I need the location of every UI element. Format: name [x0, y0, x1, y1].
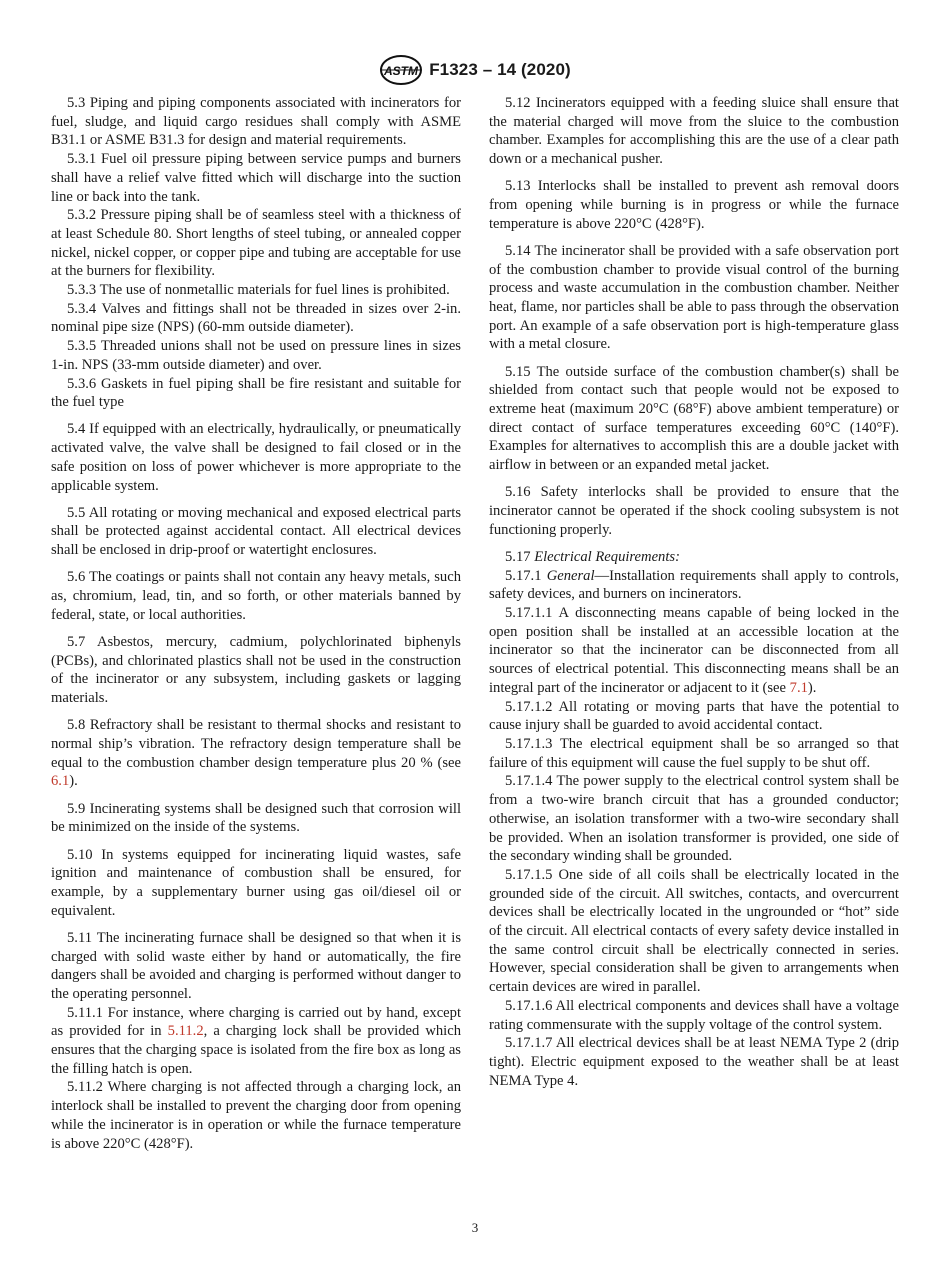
- section-5-17-1-1: [489, 604, 899, 698]
- section-5-17-1-number: 5.17.1: [505, 567, 547, 584]
- section-5-17-1-1-end: ).: [807, 679, 817, 696]
- section-5-5: 5.5 All rotating or moving mechanical and exposed electrical parts shall be protected against accidental contact. All electrical devices shall be enclosed in drip-proof or watertight enclosures.: [51, 504, 461, 559]
- section-5-17-1-2: 5.17.1.2 All rotating or moving parts that have the potential to cause injury shall be guarded to avoid accidental contact.: [489, 698, 899, 734]
- section-5-9: 5.9 Incinerating systems shall be designed such that corrosion will be minimized on the inside of the systems.: [51, 800, 461, 836]
- section-5-11-2: 5.11.2 Where charging is not affected through a charging lock, an interlock shall be installed to prevent the charging door from opening while the incinerator is in operation or while the furnace temperature is above 220°C (428°F).: [51, 1079, 461, 1152]
- section-5-7: 5.7 Asbestos, mercury, cadmium, polychlorinated biphenyls (PCBs), and chlorinated plastics shall not be used in the construction of the incinerator or any subsystem, including gaskets or lagging materials.: [51, 633, 461, 707]
- section-5-3-2: 5.3.2 Pressure piping shall be of seamless steel with a thickness of at least Schedule 80. Short lengths of steel tubing, or annealed copper nickel, nickel copper, or copper pipe and tubing are acceptable for use at the burners for flexibility.: [51, 207, 461, 280]
- section-5-11-1: [51, 1004, 461, 1079]
- section-5-17-1-5: 5.17.1.5 One side of all coils shall be electrically located in the grounded side of the circuit. All switches, contacts, and overcurrent devices shall be electrically located in the ungrounded or “hot” side of the circuit. All electrical contacts of every safety device installed in the same control circuit shall be electrically connected in series. However, special consideration shall be given to arrangements when certain devices are wired in parallel.: [489, 866, 899, 996]
- page-header: [0, 50, 950, 90]
- section-5-3-1: 5.3.1 Fuel oil pressure piping between service pumps and burners shall have a relief valve fitted which will discharge into the suction line or back into the tank.: [51, 151, 461, 205]
- section-5-3: 5.3 Piping and piping components associated with incinerators for fuel, sludge, and liquid cargo residues shall comply with ASME B31.1 or ASME B31.3 for design and material requirements.: [51, 95, 461, 149]
- section-5-11-1-end: , a charging lock shall be provided which ensures that the charging space is isolated from the fire box as long as the filling hatch is open.: [51, 1023, 462, 1077]
- section-5-3-5: 5.3.5 Threaded unions shall not be used on pressure lines in sizes 1-in. NPS (33-mm outside diameter) and over.: [51, 338, 461, 373]
- left-column: [51, 94, 461, 1153]
- page-number: 3: [471, 1220, 479, 1235]
- section-5-3-3: 5.3.3 The use of nonmetallic materials for fuel lines is prohibited.: [67, 282, 450, 299]
- section-5-11-1-text: 5.11.1 For instance, where charging is carried out by hand, except as provided for in: [51, 1004, 461, 1040]
- section-5-13: 5.13 Interlocks shall be installed to prevent ash removal doors from opening while burning is in progress or while the furnace temperature is above 220°C (428°F).: [489, 178, 899, 232]
- section-5-3-4: 5.3.4 Valves and fittings shall not be threaded in sizes over 2-in. nominal pipe size (NPS) (60-mm outside diameter).: [51, 300, 461, 336]
- section-5-3-6: 5.3.6 Gaskets in fuel piping shall be fire resistant and suitable for the fuel type: [51, 375, 461, 411]
- section-5-17-1-1-text: 5.17.1.1 A disconnecting means capable of being locked in the open position shall be installed at an accessible location at the incinerator so that the incinerator can be disconnected from all sources of electrical potential. This disconnecting means shall be an integral part of the incinerator or adjacent to it (see: [489, 605, 899, 696]
- section-5-11: 5.11 The incinerating furnace shall be designed so that when it is charged with solid waste either by hand or automatically, the fire dangers shall be avoided and charging is performed without danger to the operating personnel.: [51, 929, 461, 1002]
- section-5-17-1-7: 5.17.1.7 All electrical devices shall be at least NEMA Type 2 (drip tight). Electric equipment exposed to the weather shall be at least NEMA Type 4.: [489, 1035, 899, 1089]
- astm-logo-icon: [379, 52, 423, 88]
- section-5-17-1-3: 5.17.1.3 The electrical equipment shall be so arranged so that failure of this equipment will cause the fuel supply to be shut off.: [489, 736, 899, 771]
- section-5-14: 5.14 The incinerator shall be provided with a safe observation port of the combustion chamber to provide visual control of the burning process and waste accumulation in the combustion chamber. Neither heat, flame, nor particles shall be able to pass through the observation port. An example of a safe observation port is high-temperature glass with a metal closure.: [489, 242, 899, 353]
- ref-link-5-11-2[interactable]: 5.11.2: [167, 1023, 204, 1040]
- right-column: [489, 94, 899, 1090]
- section-5-17-1-6: 5.17.1.6 All electrical components and devices shall have a voltage rating commensurate with the supply voltage of the control system.: [489, 997, 899, 1033]
- document-designation: F1323 – 14 (2020): [429, 60, 571, 79]
- section-5-17: [489, 548, 899, 567]
- section-5-4: 5.4 If equipped with an electrically, hydraulically, or pneumatically activated valve, the valve shall be designed to fail closed or in the safe position on loss of power whichever is more appropriate to the applicable system.: [51, 421, 461, 494]
- section-5-17-1-text: —Installation requirements shall apply to controls, safety devices, and burners on incinerators.: [489, 567, 899, 603]
- section-5-15: 5.15 The outside surface of the combustion chamber(s) shall be shielded from contact such that people would not be exposed to extreme heat (maximum 20°C (68°F) above ambient temperature) or direct contact of surface temperatures exceeding 60°C (140°F). Examples for alternatives to accomplish this are a double jacket with airflow in between or an expanded metal jacket.: [489, 363, 899, 474]
- section-5-8-end: ).: [69, 773, 78, 790]
- section-5-17-1-title: General: [546, 567, 595, 584]
- ref-link-6-1[interactable]: 6.1: [51, 773, 70, 790]
- section-5-17-1-4: 5.17.1.4 The power supply to the electrical control system shall be from a two-wire branch circuit that has a grounded conductor; otherwise, an isolation transformer with a two-wire secondary shall be provided. When an isolation transformer is provided, one side of the secondary winding shall be grounded.: [489, 773, 899, 865]
- section-5-6: 5.6 The coatings or paints shall not contain any heavy metals, such as, chromium, lead, tin, and so forth, or other materials banned by federal, state, or local authorities.: [51, 569, 461, 623]
- section-5-16: 5.16 Safety interlocks shall be provided to ensure that the incinerator cannot be operated if the shock cooling subsystem is not functioning properly.: [489, 484, 899, 538]
- section-5-17-number: 5.17: [505, 548, 535, 565]
- section-5-8: [51, 716, 461, 791]
- section-5-17-title: Electrical Requirements:: [534, 548, 680, 565]
- section-5-12: 5.12 Incinerators equipped with a feeding sluice shall ensure that the material charged will move from the sluice to the combustion chamber. Examples for accomplishing this are the use of a clear path down or a mechanical pusher.: [489, 95, 899, 168]
- section-5-8-text: 5.8 Refractory shall be resistant to thermal shocks and resistant to normal ship’s vibration. The refractory design temperature shall be equal to the combustion chamber design temperature plus 20 % (see: [51, 717, 461, 771]
- section-5-10: 5.10 In systems equipped for incinerating liquid wastes, safe ignition and maintenance of combustion shall be ensured, for example, by a supplementary burner using gas oil/diesel oil or equivalent.: [51, 846, 461, 919]
- astm-logo-text: ASTM: [384, 64, 419, 78]
- section-5-17-1: [489, 567, 899, 604]
- ref-link-7-1[interactable]: 7.1: [789, 679, 808, 696]
